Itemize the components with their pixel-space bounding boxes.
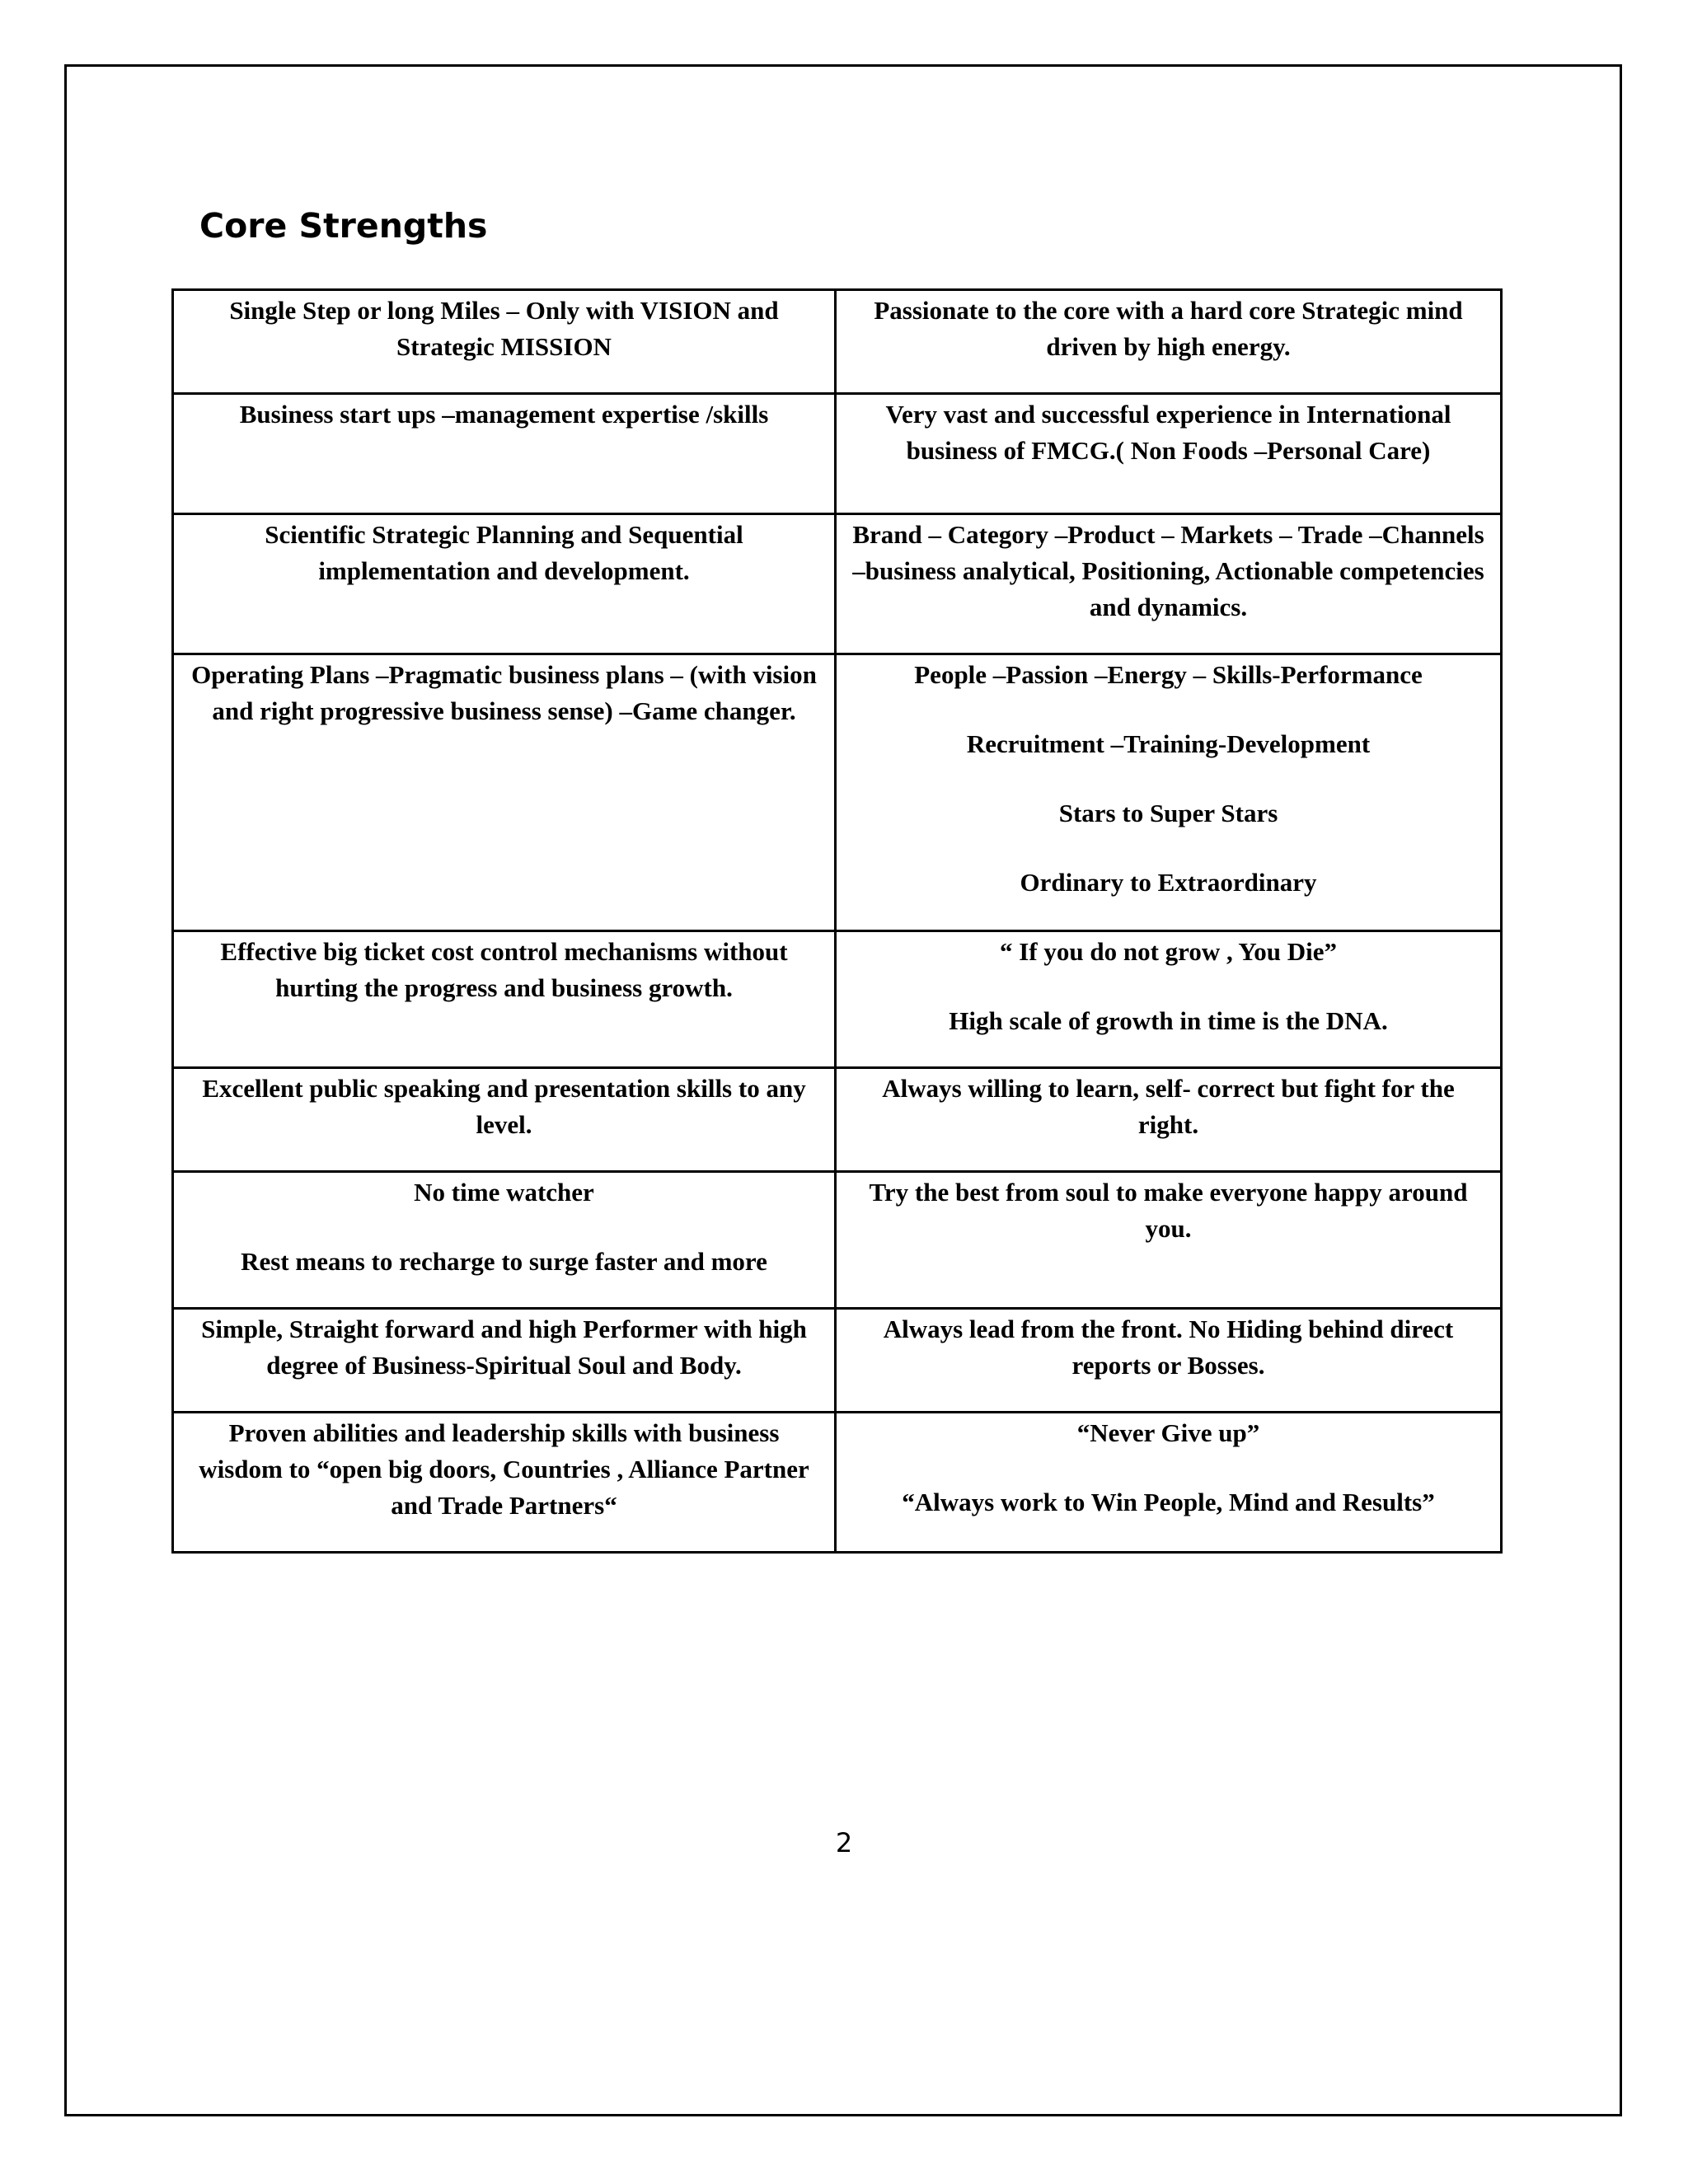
table-row (173, 654, 1502, 931)
cell-text: Excellent public speaking and presentation skills to any level. (202, 1074, 806, 1139)
table-cell-left (173, 1172, 836, 1309)
cell-text: People –Passion –Energy – Skills-Performance (914, 660, 1423, 689)
cell-text: Always lead from the front. No Hiding behind direct reports or Bosses. (883, 1315, 1454, 1380)
table-cell-left (173, 931, 836, 1068)
cell-text: No time watcher (414, 1178, 594, 1207)
cell-text: “Never Give up” (1076, 1418, 1260, 1447)
cell-text: Brand – Category –Product – Markets – Trade –Channels –business analytical, Positioning, Actionable competencies and dynamics. (852, 520, 1484, 621)
cell-text: Rest means to recharge to surge faster and more (241, 1247, 767, 1276)
cell-text: Operating Plans –Pragmatic business plans – (with vision and right progressive business sense) –Game changer. (191, 660, 817, 725)
table-cell-right (836, 394, 1502, 514)
cell-text: “Always work to Win People, Mind and Results” (902, 1488, 1435, 1516)
cell-text: Effective big ticket cost control mechanisms without hurting the progress and business growth. (220, 937, 788, 1002)
table-cell-left (173, 654, 836, 931)
table-cell-left (173, 1068, 836, 1172)
table-cell-right (836, 1309, 1502, 1413)
table-row (173, 514, 1502, 654)
table-cell-right (836, 654, 1502, 931)
table-row (173, 1172, 1502, 1309)
table-row (173, 290, 1502, 394)
table-cell-right (836, 1413, 1502, 1553)
cell-text: Very vast and successful experience in International business of FMCG.( Non Foods –Personal Care) (885, 400, 1451, 465)
page-title: Core Strengths (199, 206, 488, 246)
table-cell-left (173, 1413, 836, 1553)
cell-text: High scale of growth in time is the DNA. (949, 1006, 1388, 1035)
table-row (173, 931, 1502, 1068)
cell-text: Stars to Super Stars (1058, 799, 1278, 827)
cell-text: Try the best from soul to make everyone happy around you. (869, 1178, 1468, 1243)
cell-text: Scientific Strategic Planning and Sequential implementation and development. (265, 520, 743, 585)
table-row (173, 1309, 1502, 1413)
table-cell-right (836, 1172, 1502, 1309)
cell-text: “ If you do not grow , You Die” (999, 937, 1338, 966)
table-cell-right (836, 1068, 1502, 1172)
cell-text: Recruitment –Training-Development (966, 729, 1371, 758)
core-strengths-table (171, 288, 1503, 1554)
table-row (173, 394, 1502, 514)
page-number: 2 (835, 1827, 853, 1858)
cell-text: Ordinary to Extraordinary (1020, 868, 1317, 897)
table-cell-right (836, 290, 1502, 394)
table-cell-left (173, 290, 836, 394)
table-cell-right (836, 931, 1502, 1068)
cell-text: Always willing to learn, self- correct but fight for the right. (882, 1074, 1455, 1139)
table-cell-left (173, 1309, 836, 1413)
table-cell-left (173, 514, 836, 654)
cell-text: Proven abilities and leadership skills with business wisdom to “open big doors, Countries , Alliance Partner and Trade Partners“ (199, 1418, 809, 1520)
table-cell-left (173, 394, 836, 514)
cell-text: Simple, Straight forward and high Performer with high degree of Business-Spiritual Soul and Body. (201, 1315, 807, 1380)
table-row (173, 1413, 1502, 1553)
table-row (173, 1068, 1502, 1172)
cell-text: Passionate to the core with a hard core Strategic mind driven by high energy. (874, 296, 1463, 361)
table-cell-right (836, 514, 1502, 654)
cell-text: Business start ups –management expertise /skills (239, 400, 769, 429)
cell-text: Single Step or long Miles – Only with VISION and Strategic MISSION (229, 296, 779, 361)
